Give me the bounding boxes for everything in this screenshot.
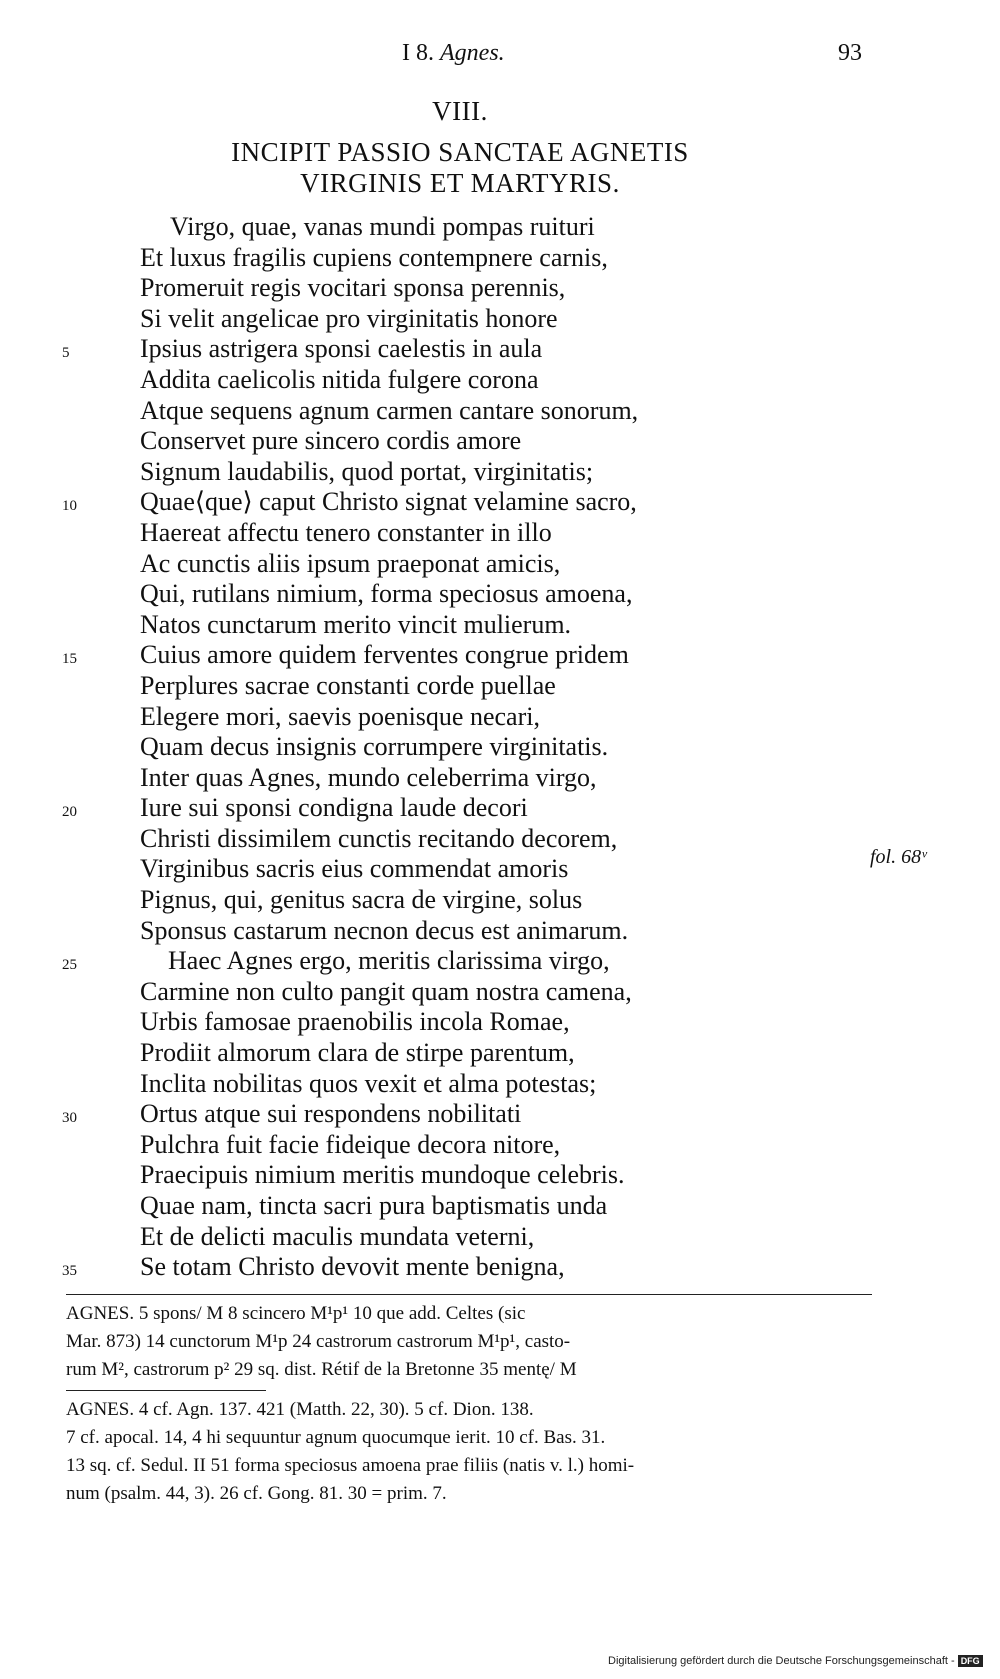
critical-apparatus	[66, 1300, 872, 1384]
line-text: Elegere mori, saevis poenisque necari,	[140, 701, 540, 731]
poem-line	[0, 396, 1000, 427]
digitization-footer	[608, 1655, 983, 1667]
line-text: Inter quas Agnes, mundo celeberrima virgo,	[140, 762, 597, 792]
poem-line	[0, 916, 1000, 947]
apparatus-line: Mar. 873) 14 cunctorum M¹p 24 castrorum castrorum M¹p¹, casto-	[66, 1331, 571, 1352]
running-head	[0, 40, 1000, 72]
poem-text	[0, 212, 1000, 1283]
poem-line	[0, 243, 1000, 274]
poem-line	[0, 946, 1000, 977]
poem-line	[0, 487, 1000, 518]
poem-line	[0, 702, 1000, 733]
section-title-line-1: INCIPIT PASSIO SANCTAE AGNETIS	[231, 137, 689, 167]
line-text: Pignus, qui, genitus sacra de virgine, solus	[140, 885, 583, 915]
poem-line	[0, 1130, 1000, 1161]
line-text: Prodiit almorum clara de stirpe parentum,	[140, 1038, 575, 1068]
apparatus-line: 7 cf. apocal. 14, 4 hi sequuntur agnum quocumque ierit. 10 cf. Bas. 31.	[66, 1427, 606, 1448]
poem-line	[0, 579, 1000, 610]
section-number: VIII.	[432, 96, 488, 126]
apparatus-line: AGNES. 5 spons/ M 8 scincero M¹p¹ 10 que add. Celtes (sic	[66, 1303, 526, 1324]
apparatus-line: AGNES. 4 cf. Agn. 137. 421 (Matth. 22, 30). 5 cf. Dion. 138.	[66, 1399, 534, 1420]
line-text: Ac cunctis aliis ipsum praeponat amicis,	[140, 548, 561, 578]
footer-text: Digitalisierung gefördert durch die Deutsche Forschungsgemeinschaft -	[608, 1655, 955, 1667]
line-number: 20	[62, 804, 77, 821]
apparatus-line: 13 sq. cf. Sedul. II 51 forma speciosus amoena prae filiis (natis v. l.) homi-	[66, 1455, 635, 1476]
apparatus-line: num (psalm. 44, 3). 26 cf. Gong. 81. 30 = prim. 7.	[66, 1483, 447, 1504]
apparatus-divider	[66, 1390, 266, 1391]
footnote-divider	[66, 1294, 872, 1295]
poem-line	[0, 763, 1000, 794]
poem-line	[0, 365, 1000, 396]
line-text: Pulchra fuit facie fideique decora nitore,	[140, 1129, 561, 1159]
poem-line	[0, 334, 1000, 365]
line-text: Quam decus insignis corrumpere virginitatis.	[140, 732, 609, 762]
line-text: Cuius amore quidem ferventes congrue pridem	[140, 640, 629, 670]
line-text: Urbis famosae praenobilis incola Romae,	[140, 1007, 570, 1037]
line-text: Si velit angelicae pro virginitatis honore	[140, 303, 558, 333]
poem-line	[0, 732, 1000, 763]
line-text: Virgo, quae, vanas mundi pompas ruituri	[170, 212, 595, 241]
line-text: Perplures sacrae constanti corde puellae	[140, 670, 556, 700]
line-number: 35	[62, 1263, 77, 1280]
poem-line	[0, 1252, 1000, 1283]
line-number: 5	[62, 345, 70, 362]
poem-line	[0, 1099, 1000, 1130]
poem-line	[0, 1038, 1000, 1069]
poem-line	[0, 610, 1000, 641]
line-text: Praecipuis nimium meritis mundoque celebris.	[140, 1160, 625, 1190]
poem-line	[0, 1007, 1000, 1038]
poem-line	[0, 1222, 1000, 1253]
line-text: Haereat affectu tenero constanter in illo	[140, 517, 552, 547]
line-number: 15	[62, 651, 77, 668]
line-text: Addita caelicolis nitida fulgere corona	[140, 364, 539, 394]
running-head-name: Agnes.	[440, 40, 505, 66]
line-text: Virginibus sacris eius commendat amoris	[140, 854, 569, 884]
line-text: Quae nam, tincta sacri pura baptismatis unda	[140, 1191, 608, 1220]
line-text: Sponsus castarum necnon decus est animarum.	[140, 915, 629, 945]
poem-line	[0, 1069, 1000, 1100]
line-number: 25	[62, 957, 77, 974]
poem-line	[0, 212, 1000, 243]
poem-line	[0, 977, 1000, 1008]
poem-line	[0, 793, 1000, 824]
line-text: Ipsius astrigera sponsi caelestis in aula	[140, 334, 543, 364]
line-text: Christi dissimilem cunctis recitando decorem,	[140, 823, 618, 853]
line-text: Inclita nobilitas quos vexit et alma potestas;	[140, 1068, 597, 1098]
line-text: Et luxus fragilis cupiens contempnere carnis,	[140, 242, 608, 272]
line-text: Conservet pure sincero cordis amore	[140, 426, 522, 456]
line-text: Carmine non culto pangit quam nostra camena,	[140, 976, 632, 1006]
line-text: Atque sequens agnum carmen cantare sonorum,	[140, 395, 639, 425]
apparatus-line: rum M², castrorum p² 29 sq. dist. Rétif de la Bretonne 35 mentę/ M	[66, 1359, 577, 1380]
poem-line	[0, 1160, 1000, 1191]
line-text: Qui, rutilans nimium, forma speciosus amoena,	[140, 579, 633, 609]
poem-line	[0, 671, 1000, 702]
line-text: Quae⟨que⟩ caput Christo signat velamine sacro,	[140, 487, 637, 517]
poem-line	[0, 1191, 1000, 1222]
line-text: Signum laudabilis, quod portat, virginitatis;	[140, 456, 594, 486]
poem-line	[0, 304, 1000, 335]
poem-line	[0, 824, 1000, 855]
line-text: Se totam Christo devovit mente benigna,	[140, 1252, 565, 1282]
running-head-section: I 8.	[402, 40, 434, 66]
poem-line	[0, 640, 1000, 671]
poem-line	[0, 426, 1000, 457]
poem-line	[0, 854, 1000, 885]
running-head-title	[402, 40, 505, 67]
source-apparatus	[66, 1396, 872, 1508]
line-text: Et de delicti maculis mundata veterni,	[140, 1221, 535, 1251]
line-text: Ortus atque sui respondens nobilitati	[140, 1099, 522, 1129]
dfg-logo: DFG	[958, 1655, 983, 1667]
poem-line	[0, 885, 1000, 916]
section-title-line-2: VIRGINIS ET MARTYRIS.	[300, 168, 620, 198]
page-number: 93	[838, 40, 862, 66]
poem-line	[0, 549, 1000, 580]
line-text: Promeruit regis vocitari sponsa perennis,	[140, 273, 566, 303]
line-number: 30	[62, 1110, 77, 1127]
line-number: 10	[62, 498, 77, 515]
line-text: Iure sui sponsi condigna laude decori	[140, 793, 528, 823]
poem-line	[0, 273, 1000, 304]
line-text: Natos cunctarum merito vincit mulierum.	[140, 609, 572, 639]
folio-marginal-note: fol. 68ᵛ	[870, 846, 927, 868]
poem-line	[0, 518, 1000, 549]
poem-line	[0, 457, 1000, 488]
line-text: Haec Agnes ergo, meritis clarissima virgo,	[168, 946, 610, 976]
